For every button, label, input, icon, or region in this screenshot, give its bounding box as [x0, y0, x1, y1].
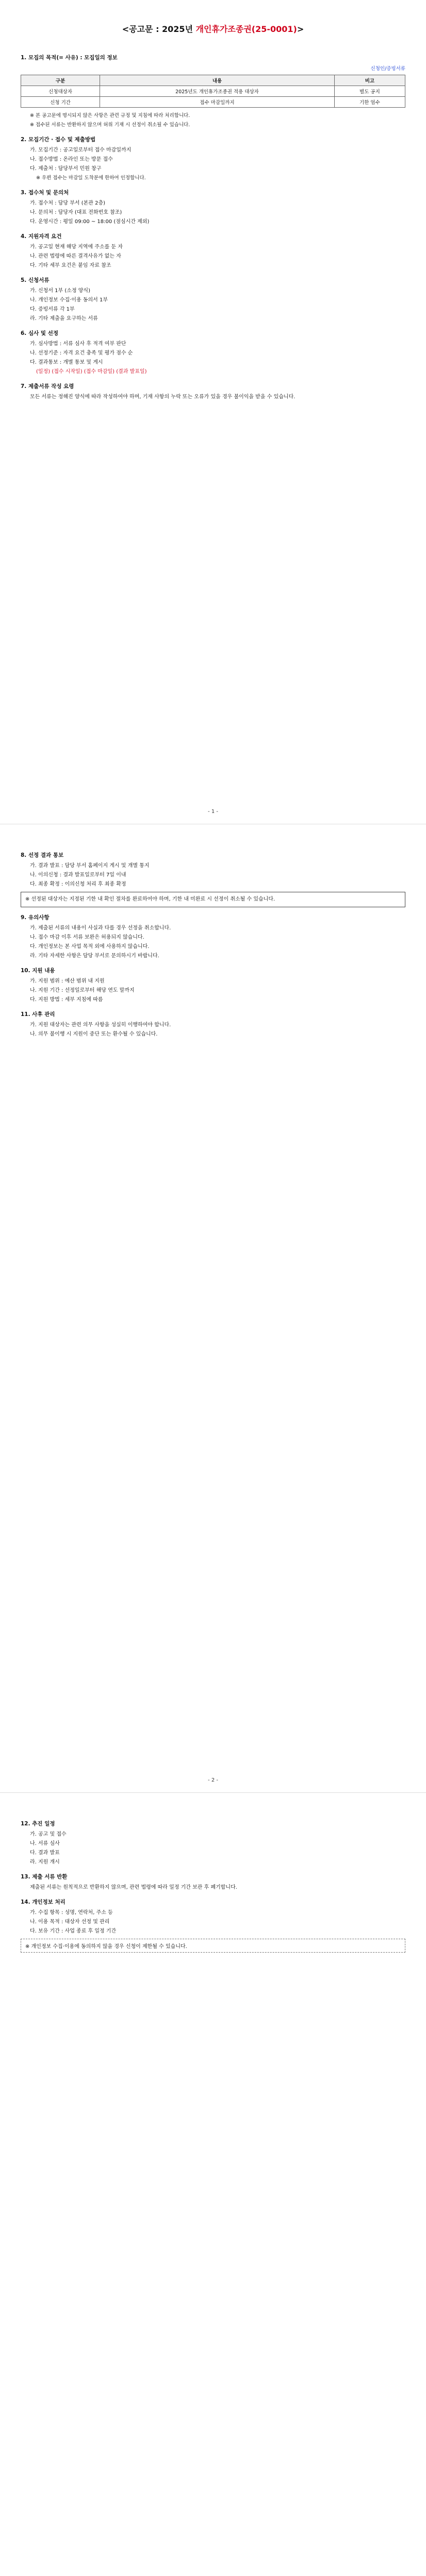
section-2-heading: 2. 모집기간 · 접수 및 제출방법	[21, 137, 96, 143]
list-item: 다. 기타 세부 요건은 붙임 자료 참조	[30, 263, 111, 268]
list-item: 가. 수집 항목 : 성명, 연락처, 주소 등	[30, 1910, 113, 1916]
list-item: 다. 결과 발표	[30, 1850, 60, 1856]
table-header-cell: 내용	[100, 75, 335, 86]
section-14-heading: 14. 개인정보 처리	[21, 1899, 65, 1905]
page-1	[0, 0, 426, 824]
list-item: 가. 지원 대상자는 관련 의무 사항을 성실히 이행하여야 합니다.	[30, 1022, 171, 1028]
list-item: 가. 결과 발표 : 담당 부서 홈페이지 게시 및 개별 통지	[30, 863, 150, 869]
section-3-heading: 3. 접수처 및 문의처	[21, 190, 69, 196]
page-3-content	[21, 1814, 405, 1956]
list-item: 가. 모집기간 : 공고일로부터 접수 마감일까지	[30, 147, 132, 153]
table-cell: 별도 공지	[334, 86, 405, 97]
list-item: 다. 증빙서류 각 1부	[30, 307, 75, 312]
list-item: 가. 제출된 서류의 내용이 사실과 다를 경우 선정을 취소합니다.	[30, 925, 171, 931]
page-2-content	[21, 845, 405, 1040]
list-item: 라. 기타 제출을 요구하는 서류	[30, 316, 98, 321]
table-header-row	[21, 75, 405, 86]
list-item: 다. 개인정보는 본 사업 목적 외에 사용하지 않습니다.	[30, 944, 150, 950]
paragraph: 모든 서류는 정해진 양식에 따라 작성하여야 하며, 기재 사항의 누락 또는 오류가 있을 경우 불이익을 받을 수 있습니다.	[30, 394, 296, 400]
section-8-heading: 8. 선정 결과 통보	[21, 852, 64, 858]
section-1-heading: 1. 모집의 목적(= 사유) : 모집일의 정보	[21, 55, 118, 61]
date-value: (결과 발표일)	[116, 369, 147, 375]
title-end: >	[297, 24, 304, 34]
table-cell: 신청대상자	[21, 86, 100, 97]
section-10-heading: 10. 지원 내용	[21, 968, 55, 974]
list-item: 다. 보유 기간 : 사업 종료 후 일정 기간	[30, 1928, 117, 1934]
section-4-heading: 4. 지원자격 요건	[21, 233, 62, 240]
list-item: 나. 지원 기간 : 선정일로부터 해당 연도 말까지	[30, 988, 135, 993]
section-5-heading: 5. 신청서류	[21, 277, 50, 283]
note-line: ※ 본 공고문에 명시되지 않은 사항은 관련 규정 및 지침에 따라 처리합니다.	[30, 113, 190, 118]
page-2	[0, 824, 426, 1793]
date-value: (접수 시작일)	[52, 369, 83, 375]
page-3	[0, 1793, 426, 2576]
dates-label: (일정)	[36, 369, 51, 375]
note-line: ※ 접수된 서류는 반환하지 않으며 허위 기재 시 선정이 취소될 수 있습니다.	[30, 122, 190, 128]
table-cell: 접수 마감일까지	[100, 97, 335, 108]
list-item: 나. 이의신청 : 결과 발표일로부터 7일 이내	[30, 872, 126, 878]
table-cell: 기한 엄수	[334, 97, 405, 108]
list-item: 가. 접수처 : 담당 부서 (본관 2층)	[30, 200, 106, 206]
list-item: 가. 공고 및 접수	[30, 1832, 67, 1837]
list-item: 다. 결과통보 : 개별 통보 및 게시	[30, 360, 103, 365]
table-cell: 신청 기간	[21, 97, 100, 108]
list-item: 가. 신청서 1부 (소정 양식)	[30, 288, 90, 294]
list-item: 라. 기타 자세한 사항은 담당 부서로 문의하시기 바랍니다.	[30, 953, 159, 959]
section-9-heading: 9. 유의사항	[21, 914, 50, 921]
section-6-heading: 6. 심사 및 선정	[21, 330, 58, 336]
table-cell: 2025년도 개인휴가조종권 적용 대상자	[100, 86, 335, 97]
list-item: 라. 지원 개시	[30, 1859, 60, 1865]
section-7-heading: 7. 제출서류 작성 요령	[21, 383, 74, 389]
section-12-heading: 12. 추진 일정	[21, 1821, 55, 1827]
table-row	[21, 86, 405, 97]
list-item: 다. 지원 방법 : 세부 지침에 따름	[30, 997, 103, 1003]
section-11-heading: 11. 사후 관리	[21, 1011, 55, 1018]
list-item: 나. 접수 마감 이후 서류 보완은 허용되지 않습니다.	[30, 935, 144, 940]
list-item: 다. 운영시간 : 평일 09:00 ~ 18:00 (점심시간 제외)	[30, 219, 150, 225]
list-item: 나. 관련 법령에 따른 결격사유가 없는 자	[30, 253, 121, 259]
info-table	[21, 75, 405, 108]
list-item: 가. 공고일 현재 해당 지역에 주소를 둔 자	[30, 244, 123, 250]
notice-box	[21, 892, 405, 907]
list-item: 나. 서류 심사	[30, 1841, 60, 1846]
list-item: 가. 지원 범위 : 예산 범위 내 지원	[30, 978, 105, 984]
page-1-content	[21, 47, 405, 402]
list-item: 나. 문의처 : 담당자 (대표 전화번호 참조)	[30, 210, 122, 215]
title-main: 개인휴가조종권	[195, 24, 252, 34]
list-item: 나. 이용 목적 : 대상자 선정 및 관리	[30, 1919, 110, 1925]
table-header-cell: 비고	[334, 75, 405, 86]
list-item: 나. 접수방법 : 온라인 또는 방문 접수	[30, 157, 113, 162]
list-item: 가. 심사방법 : 서류 심사 후 적격 여부 판단	[30, 341, 126, 347]
title-prefix: <공고문 : 2025년	[122, 24, 196, 34]
list-item: 다. 제출처 : 담당부서 민원 창구	[30, 166, 102, 172]
table-header-cell: 구분	[21, 75, 100, 86]
note-line: ※ 우편 접수는 마감일 도착분에 한하여 인정합니다.	[36, 175, 146, 181]
date-value: (접수 마감일)	[84, 369, 115, 375]
list-item: 나. 선정기준 : 자격 요건 충족 및 평가 점수 순	[30, 350, 133, 356]
table-row	[21, 97, 405, 108]
consent-notice-text: ※ 개인정보 수집·이용에 동의하지 않을 경우 신청이 제한될 수 있습니다.	[25, 1944, 187, 1950]
notice-box-text: ※ 선정된 대상자는 지정된 기한 내 확인 절차를 완료하여야 하며, 기한 내 미완료 시 선정이 취소될 수 있습니다.	[25, 896, 275, 902]
page-number: - 2 -	[208, 1777, 218, 1783]
schedule-dates	[21, 368, 405, 376]
consent-notice	[21, 1939, 405, 1953]
list-item: 나. 개인정보 수집·이용 동의서 1부	[30, 297, 108, 303]
page-number: - 1 -	[208, 809, 218, 815]
notice-right: 신청인/증빙서류	[370, 66, 405, 72]
list-item: 다. 최종 확정 : 이의신청 처리 후 최종 확정	[30, 882, 126, 887]
title-suffix: (25-0001)	[251, 24, 297, 34]
document-title	[0, 23, 426, 35]
list-item: 나. 의무 불이행 시 지원이 중단 또는 환수될 수 있습니다.	[30, 1031, 158, 1037]
paragraph: 제출된 서류는 원칙적으로 반환하지 않으며, 관련 법령에 따라 일정 기간 보관 후 폐기합니다.	[30, 1885, 237, 1890]
section-13-heading: 13. 제출 서류 반환	[21, 1874, 68, 1880]
